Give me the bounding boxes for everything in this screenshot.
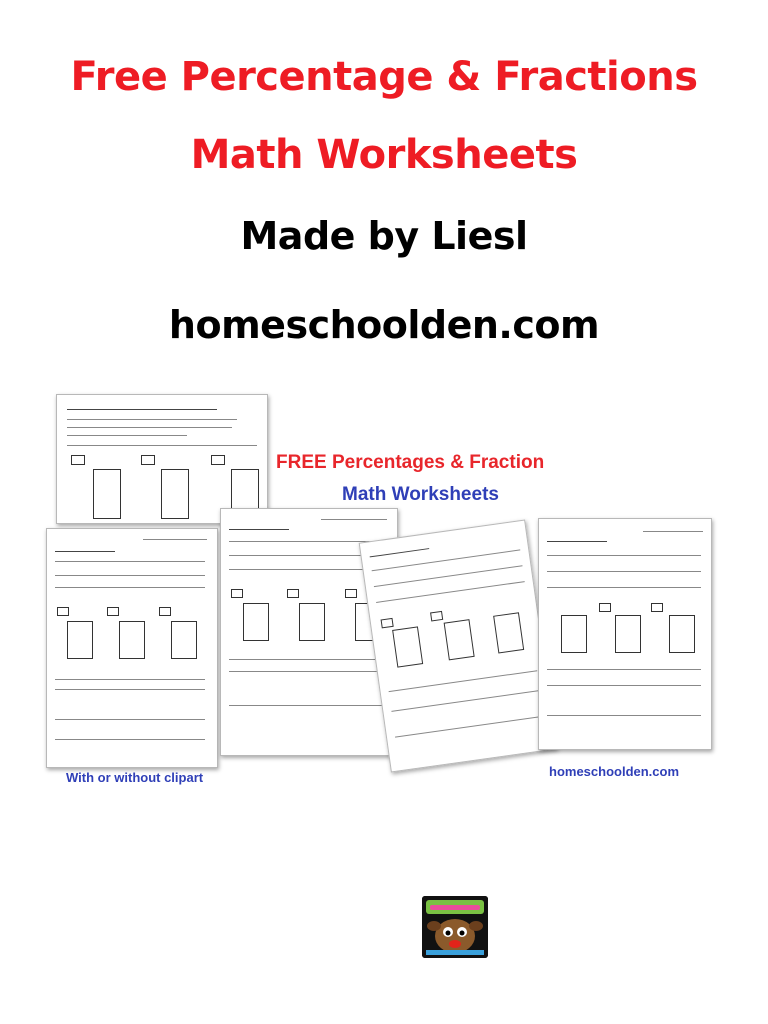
- page-heading-line3: Made by Liesl: [240, 214, 528, 258]
- preview-title-line2: Math Worksheets: [342, 484, 499, 505]
- page-heading-line2: Math Worksheets: [190, 132, 578, 178]
- preview-caption-website: homeschoolden.com: [549, 764, 680, 779]
- worksheet-sheet-4: [538, 518, 712, 750]
- homeschool-doodles-logo-icon: [422, 896, 488, 958]
- worksheet-sheet-instructions: [56, 394, 268, 524]
- preview-title-line1: FREE Percentages & Fraction: [276, 452, 545, 473]
- page-heading-line4[interactable]: homeschoolden.com: [168, 303, 600, 347]
- worksheet-preview-collage: [38, 388, 740, 798]
- worksheet-sheet-1: [46, 528, 218, 768]
- worksheet-sheet-3: [359, 519, 558, 772]
- preview-caption-clipart: With or without clipart: [66, 770, 204, 785]
- page-heading-line1: Free Percentage & Fractions: [70, 54, 698, 100]
